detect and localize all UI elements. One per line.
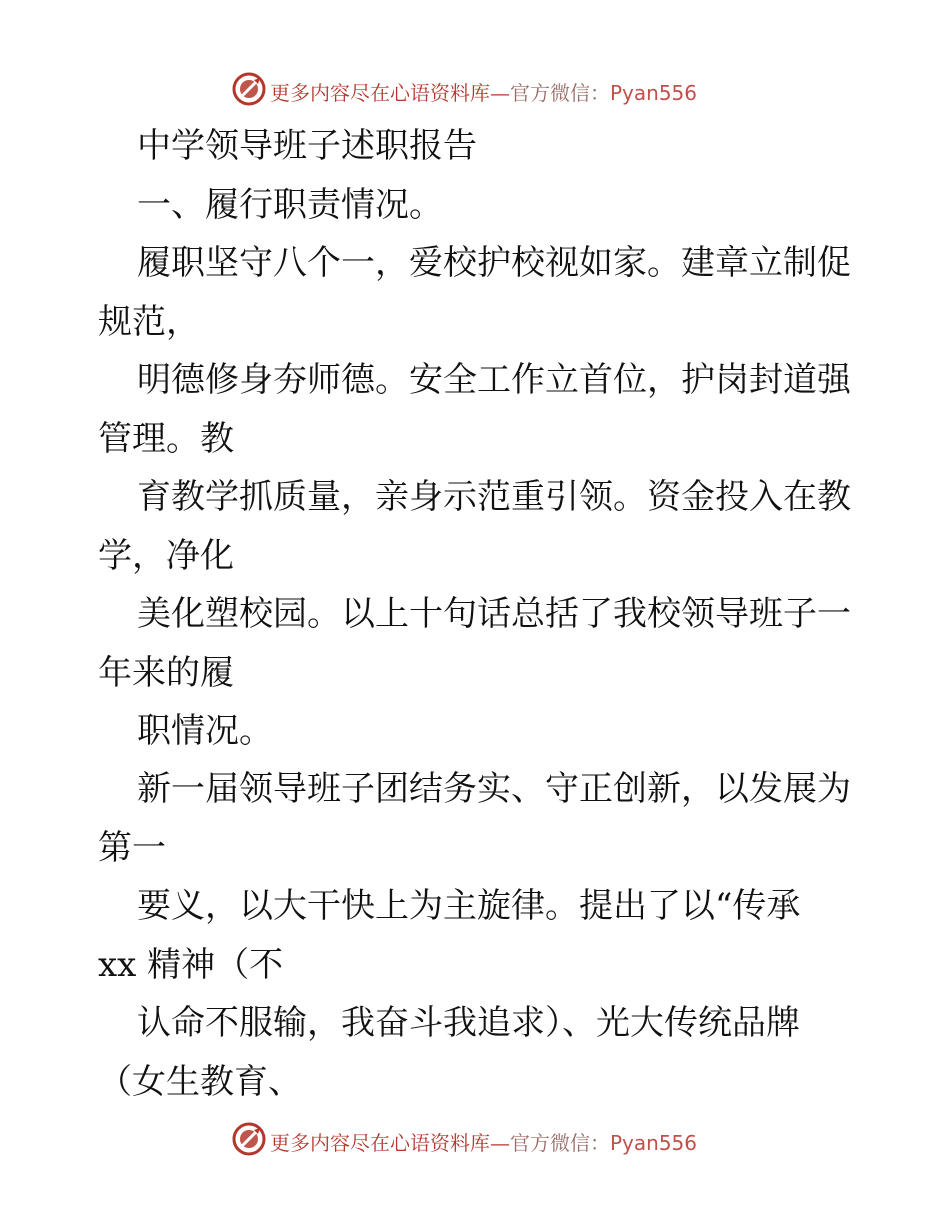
paragraph-line: 要义，以大干快上为主旋律。提出了以“传承 <box>137 886 801 926</box>
paragraph-line: 美化塑校园。以上十句话总括了我校领导班子一 <box>137 594 851 634</box>
watermark-wechat-id: Pyan556 <box>610 81 698 105</box>
watermark-banner-bottom <box>0 1120 950 1160</box>
paragraph-line: xx 精神（不 <box>98 945 284 985</box>
paragraph-line: 规范， <box>98 302 200 342</box>
watermark-slogan: 更多内容尽在心语资料库— <box>270 81 510 105</box>
watermark-wechat-label: 官方微信： <box>510 1131 610 1155</box>
watermark-banner-top <box>0 70 950 110</box>
paragraph-line: 履职坚守八个一，爱校护校视如家。建章立制促 <box>137 243 851 283</box>
paragraph-line: 学，净化 <box>98 536 234 576</box>
seal-logo-icon <box>232 1122 266 1156</box>
paragraph-line: 职情况。 <box>137 711 273 751</box>
seal-logo-icon <box>232 72 266 106</box>
paragraph-line: 管理。教 <box>98 419 234 459</box>
watermark-text <box>270 77 697 106</box>
watermark-wechat-label: 官方微信： <box>510 81 610 105</box>
document-title: 中学领导班子述职报告 <box>137 126 477 166</box>
paragraph-line: （女生教育、 <box>98 1062 302 1102</box>
paragraph-line: 年来的履 <box>98 653 234 693</box>
paragraph-line: 认命不服输，我奋斗我追求）、光大传统品牌 <box>137 1003 800 1043</box>
paragraph-line: 一、履行职责情况。 <box>137 185 443 225</box>
paragraph-line: 第一 <box>98 828 166 868</box>
watermark-slogan: 更多内容尽在心语资料库— <box>270 1131 510 1155</box>
watermark-text <box>270 1127 697 1156</box>
paragraph-line: 新一届领导班子团结务实、守正创新，以发展为 <box>137 769 851 809</box>
paragraph-line: 育教学抓质量，亲身示范重引领。资金投入在教 <box>137 477 851 517</box>
paragraph-line: 明德修身夯师德。安全工作立首位，护岗封道强 <box>137 360 851 400</box>
watermark-wechat-id: Pyan556 <box>610 1131 698 1155</box>
